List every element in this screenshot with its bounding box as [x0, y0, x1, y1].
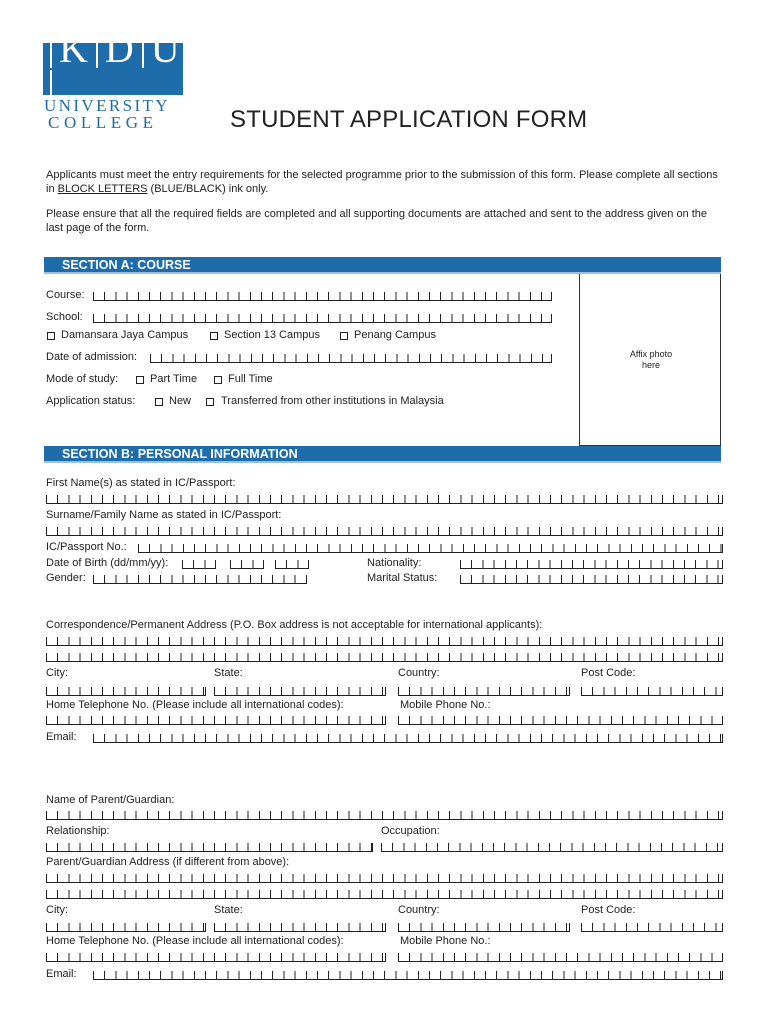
address-line-2[interactable] — [46, 653, 723, 662]
postcode-label: Post Code: — [581, 667, 636, 679]
postcode2-field[interactable] — [581, 923, 723, 932]
status-new-checkbox[interactable] — [155, 398, 163, 406]
guardian-name-label: Name of Parent/Guardian: — [46, 794, 175, 806]
date-admission-field[interactable] — [150, 354, 552, 363]
email2-label: Email: — [46, 968, 77, 980]
photo-box[interactable] — [579, 274, 721, 446]
logo-letter-d: D — [104, 26, 135, 71]
nationality-label: Nationality: — [367, 557, 422, 569]
date-admission-label: Date of admission: — [46, 351, 138, 363]
marital-label: Marital Status: — [367, 572, 438, 584]
country2-label: Country: — [398, 904, 440, 916]
intro-text-b: (BLUE/BLACK) ink only. — [147, 182, 269, 195]
campus-damansara-label: Damansara Jaya Campus — [61, 329, 189, 341]
mobile2-field[interactable] — [398, 953, 723, 962]
city-field[interactable] — [46, 687, 206, 696]
ic-passport-label: IC/Passport No.: — [46, 541, 127, 553]
state2-label: State: — [214, 904, 243, 916]
occupation-label: Occupation: — [381, 825, 440, 837]
address-label: Correspondence/Permanent Address (P.O. Box address is not acceptable for international applicants): — [46, 619, 543, 631]
guardian-address-line-1[interactable] — [46, 874, 723, 883]
mobile2-label: Mobile Phone No.: — [400, 935, 491, 947]
country-field[interactable] — [398, 687, 570, 696]
school-label: School: — [46, 311, 83, 323]
form-title: STUDENT APPLICATION FORM — [230, 106, 588, 133]
status-transferred-checkbox[interactable] — [206, 398, 214, 406]
dob-day-field[interactable] — [182, 560, 216, 569]
ic-passport-field[interactable] — [138, 544, 723, 553]
gender-label: Gender: — [46, 572, 86, 584]
campus-section13-checkbox[interactable] — [210, 332, 218, 340]
part-time-label: Part Time — [150, 373, 198, 385]
city2-label: City: — [46, 904, 68, 916]
part-time-checkbox[interactable] — [136, 376, 144, 384]
country2-field[interactable] — [398, 923, 570, 932]
state-label: State: — [214, 667, 243, 679]
marital-field[interactable] — [460, 575, 723, 584]
postcode2-label: Post Code: — [581, 904, 636, 916]
first-name-label: First Name(s) as stated in IC/Passport: — [46, 477, 236, 489]
dob-year-field[interactable] — [275, 560, 309, 569]
logo-letter-u: U — [150, 26, 181, 71]
logo-university: UNIVERSITY — [44, 96, 170, 115]
state-field[interactable] — [214, 687, 386, 696]
postcode-field[interactable] — [581, 687, 723, 696]
intro-paragraph-1 — [46, 169, 726, 196]
address-line-1[interactable] — [46, 637, 723, 646]
surname-label: Surname/Family Name as stated in IC/Passport: — [46, 509, 282, 521]
home-tel2-label: Home Telephone No. (Please include all international codes): — [46, 935, 344, 947]
section-a-header: SECTION A: COURSE — [44, 257, 721, 274]
surname-field[interactable] — [46, 527, 723, 536]
campus-damansara-checkbox[interactable] — [47, 332, 55, 340]
email2-field[interactable] — [93, 971, 723, 980]
home-tel-label: Home Telephone No. (Please include all international codes): — [46, 699, 344, 711]
mode-study-label: Mode of study: — [46, 373, 119, 385]
email-field[interactable] — [93, 734, 723, 743]
app-status-label: Application status: — [46, 395, 136, 407]
intro-paragraph-2: Please ensure that all the required fields are completed and all supporting documents are attached and sent to the address given on the last page of the form. — [46, 208, 708, 234]
email-label: Email: — [46, 731, 77, 743]
mobile-field[interactable] — [398, 716, 723, 725]
intro-block-letters: BLOCK LETTERS — [57, 182, 148, 195]
gender-field[interactable] — [93, 575, 307, 584]
school-field[interactable] — [93, 314, 552, 323]
section-b-header: SECTION B: PERSONAL INFORMATION — [44, 446, 721, 463]
logo-college: COLLEGE — [48, 113, 158, 132]
relationship-label: Relationship: — [46, 825, 110, 837]
campus-section13-label: Section 13 Campus — [224, 329, 320, 341]
dob-month-field[interactable] — [230, 560, 264, 569]
status-new-label: New — [169, 395, 192, 407]
home-tel2-field[interactable] — [46, 953, 386, 962]
guardian-address-label: Parent/Guardian Address (if different from above): — [46, 856, 290, 868]
status-transferred-label: Transferred from other institutions in Malaysia — [221, 395, 444, 407]
city2-field[interactable] — [46, 923, 206, 932]
kdu-logo — [43, 26, 183, 95]
home-tel-field[interactable] — [46, 716, 386, 725]
photo-label-line1: Affix photo — [629, 349, 673, 359]
photo-label-line2: here — [641, 360, 660, 370]
mobile-label: Mobile Phone No.: — [400, 699, 491, 711]
course-field[interactable] — [93, 292, 552, 301]
guardian-address-line-2[interactable] — [46, 890, 723, 899]
relationship-field[interactable] — [46, 843, 373, 852]
city-label: City: — [46, 667, 68, 679]
course-label: Course: — [46, 289, 85, 301]
logo-letter-k: K — [59, 26, 89, 71]
campus-penang-label: Penang Campus — [354, 329, 436, 341]
country-label: Country: — [398, 667, 440, 679]
photo-label — [580, 349, 722, 371]
first-name-field[interactable] — [46, 495, 723, 504]
full-time-label: Full Time — [228, 373, 273, 385]
state2-field[interactable] — [214, 923, 386, 932]
campus-penang-checkbox[interactable] — [340, 332, 348, 340]
occupation-field[interactable] — [381, 843, 723, 852]
intro-text-a: Applicants must meet the entry requirements for the selected programme prior to the submission of this form. Please complete all sections in — [46, 169, 718, 195]
guardian-name-field[interactable] — [46, 811, 723, 820]
nationality-field[interactable] — [460, 560, 723, 569]
full-time-checkbox[interactable] — [214, 376, 222, 384]
dob-label: Date of Birth (dd/mm/yy): — [46, 557, 169, 569]
